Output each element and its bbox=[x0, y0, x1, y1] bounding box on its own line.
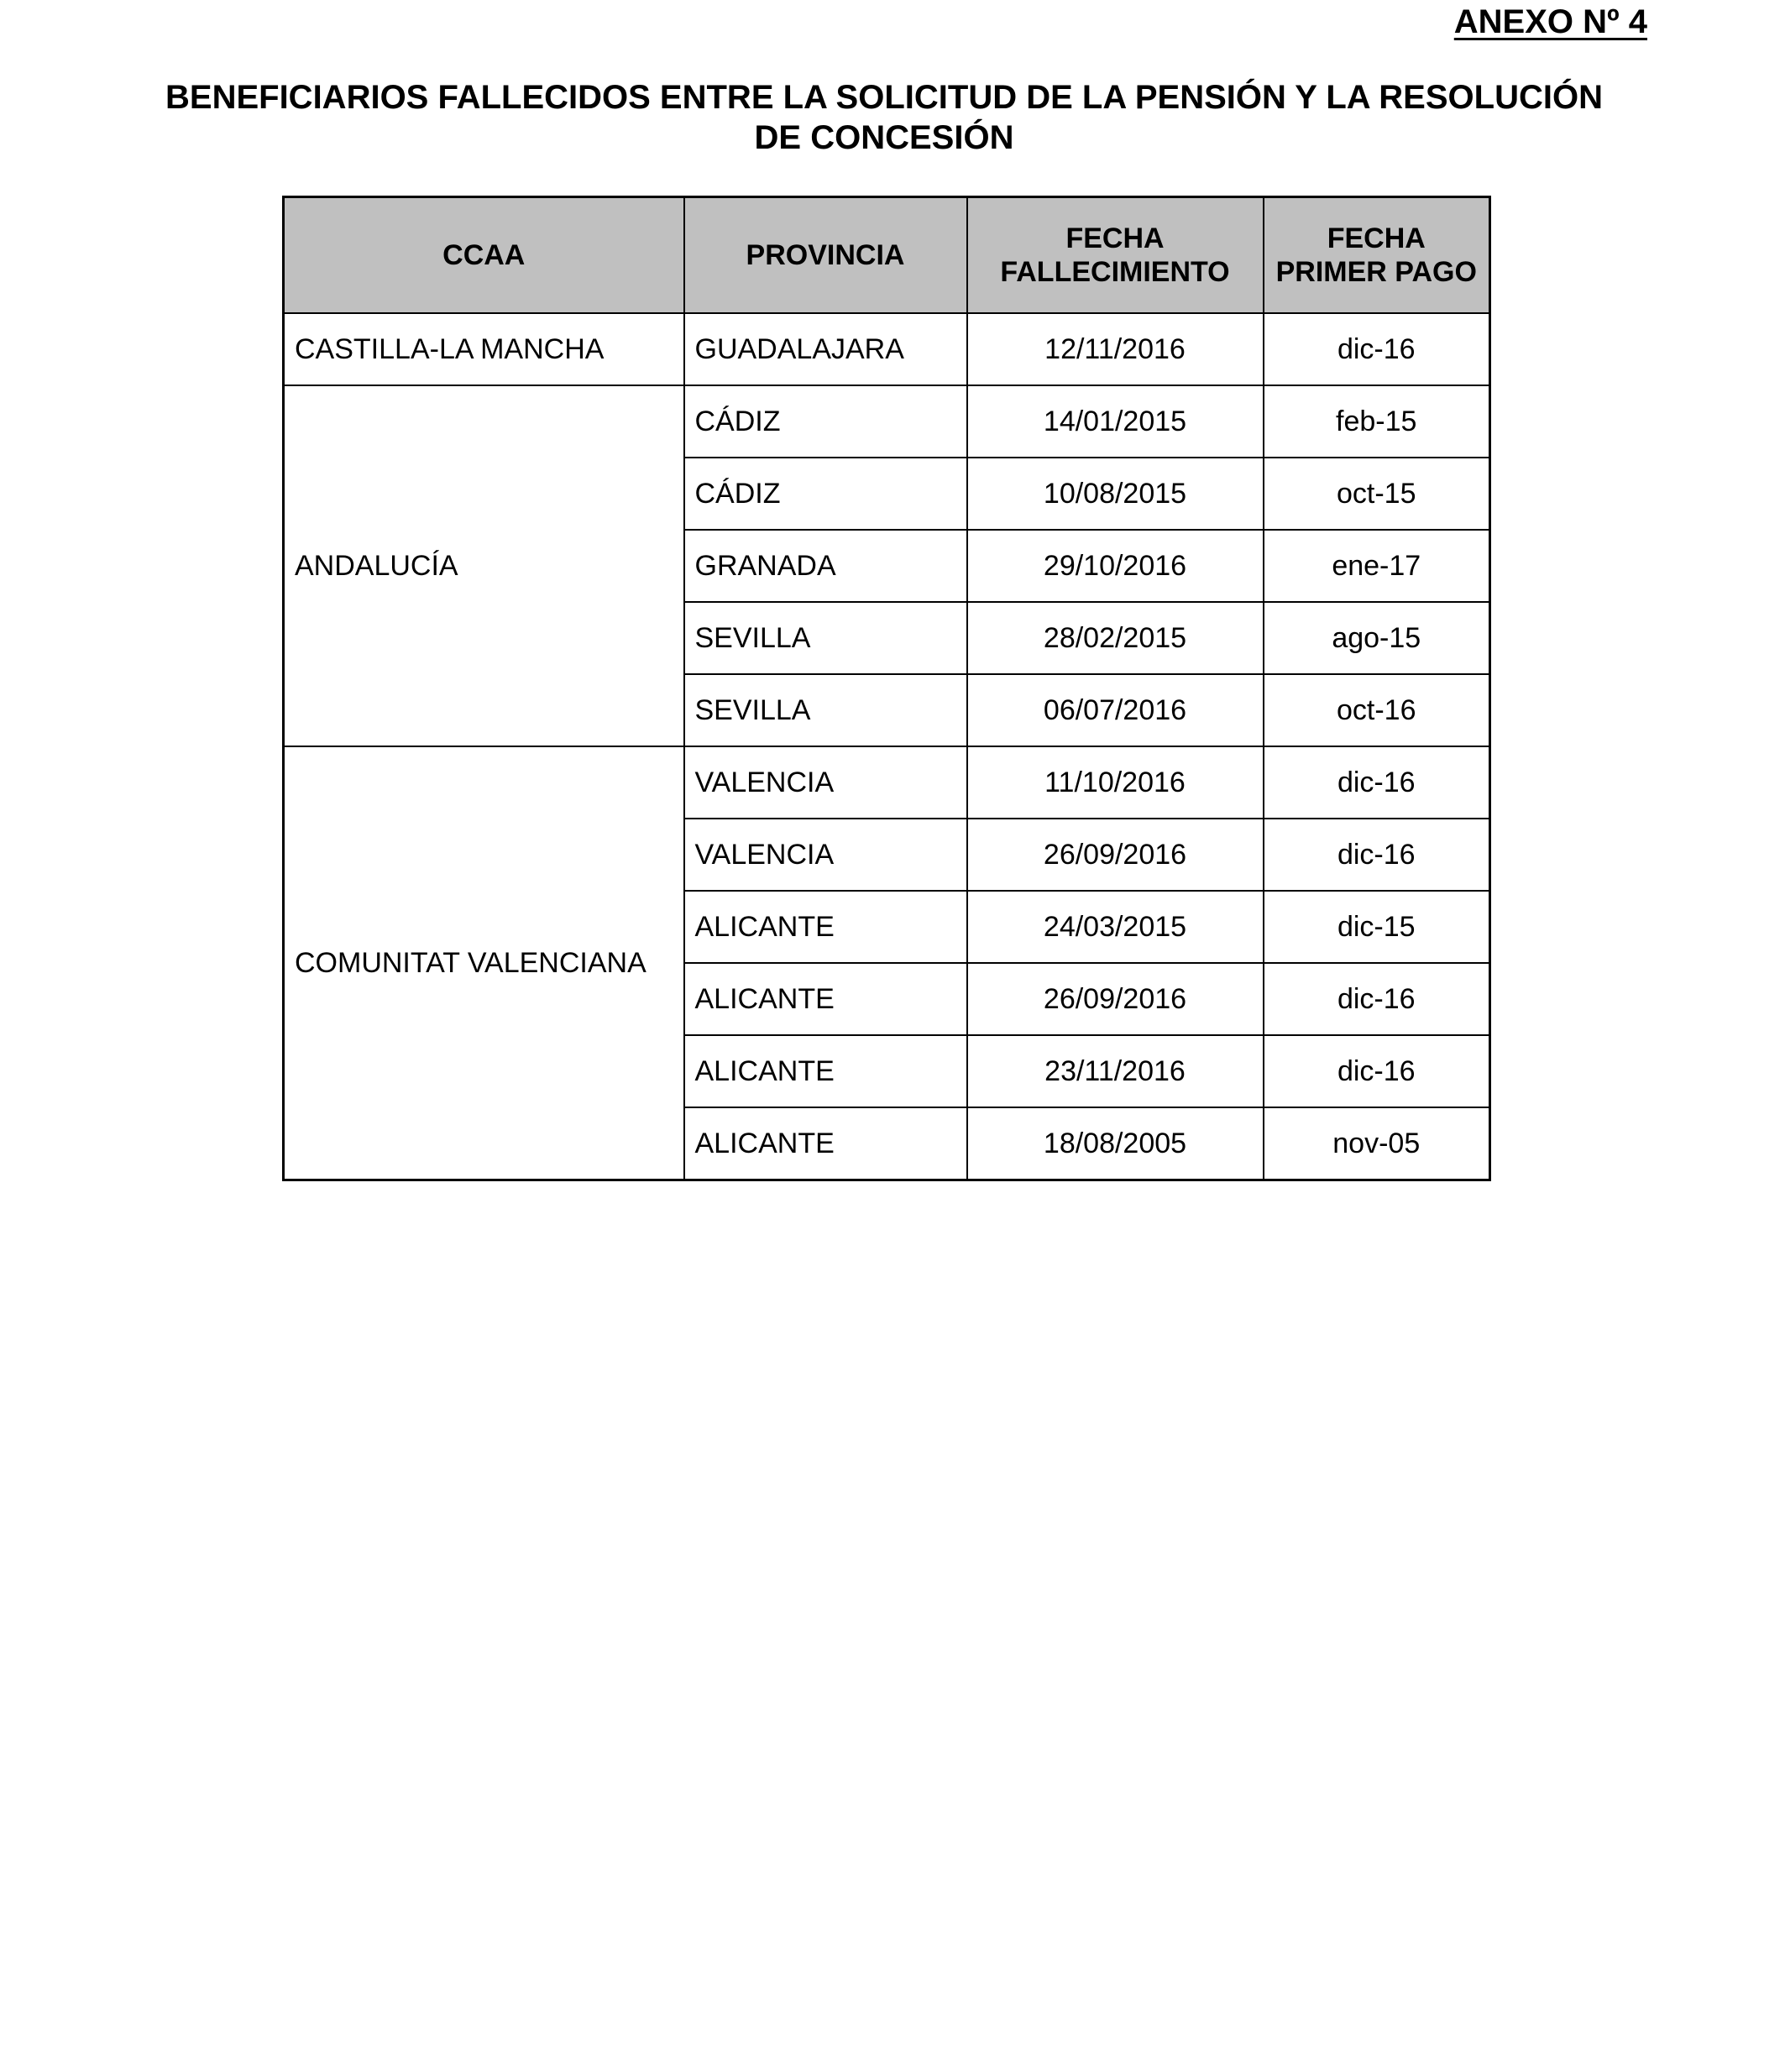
provincia-cell: VALENCIA bbox=[684, 746, 967, 819]
fecha-primer-pago-cell: dic-16 bbox=[1264, 313, 1490, 385]
header-fecha-primer-pago bbox=[1264, 197, 1490, 314]
fecha-fallecimiento-cell: 29/10/2016 bbox=[967, 530, 1264, 602]
fecha-primer-pago-cell: dic-15 bbox=[1264, 891, 1490, 963]
provincia-cell: GRANADA bbox=[684, 530, 967, 602]
provincia-cell: SEVILLA bbox=[684, 602, 967, 674]
provincia-cell: ALICANTE bbox=[684, 891, 967, 963]
table-header-row bbox=[284, 197, 1490, 314]
provincia-cell: SEVILLA bbox=[684, 674, 967, 746]
header-fecha-primer-pago-line-2: PRIMER PAGO bbox=[1275, 256, 1477, 288]
fecha-primer-pago-cell: feb-15 bbox=[1264, 385, 1490, 458]
fecha-fallecimiento-cell: 06/07/2016 bbox=[967, 674, 1264, 746]
header-fecha-fallecimiento-line-2: FALLECIMIENTO bbox=[1000, 256, 1230, 288]
ccaa-cell: CASTILLA-LA MANCHA bbox=[284, 313, 684, 385]
provincia-cell: VALENCIA bbox=[684, 819, 967, 891]
table-row bbox=[284, 385, 1490, 458]
fecha-fallecimiento-cell: 24/03/2015 bbox=[967, 891, 1264, 963]
header-provincia: PROVINCIA bbox=[684, 197, 967, 314]
ccaa-cell: ANDALUCÍA bbox=[284, 385, 684, 746]
fecha-fallecimiento-cell: 28/02/2015 bbox=[967, 602, 1264, 674]
fecha-fallecimiento-cell: 10/08/2015 bbox=[967, 458, 1264, 530]
header-fecha-fallecimiento bbox=[967, 197, 1264, 314]
document-title bbox=[84, 77, 1684, 158]
fecha-fallecimiento-cell: 26/09/2016 bbox=[967, 963, 1264, 1035]
provincia-cell: ALICANTE bbox=[684, 1035, 967, 1107]
header-ccaa: CCAA bbox=[284, 197, 684, 314]
provincia-cell: ALICANTE bbox=[684, 963, 967, 1035]
fecha-primer-pago-cell: oct-16 bbox=[1264, 674, 1490, 746]
ccaa-cell: COMUNITAT VALENCIANA bbox=[284, 746, 684, 1180]
table-row bbox=[284, 313, 1490, 385]
provincia-cell: CÁDIZ bbox=[684, 385, 967, 458]
provincia-cell: ALICANTE bbox=[684, 1107, 967, 1180]
title-line-1: BENEFICIARIOS FALLECIDOS ENTRE LA SOLICITUD DE LA PENSIÓN Y LA RESOLUCIÓN bbox=[165, 79, 1603, 116]
provincia-cell: CÁDIZ bbox=[684, 458, 967, 530]
fecha-primer-pago-cell: oct-15 bbox=[1264, 458, 1490, 530]
fecha-fallecimiento-cell: 12/11/2016 bbox=[967, 313, 1264, 385]
fecha-primer-pago-cell: nov-05 bbox=[1264, 1107, 1490, 1180]
annex-label: ANEXO Nº 4 bbox=[1453, 3, 1647, 40]
fecha-primer-pago-cell: dic-16 bbox=[1264, 819, 1490, 891]
fecha-fallecimiento-cell: 11/10/2016 bbox=[967, 746, 1264, 819]
beneficiaries-table bbox=[282, 196, 1491, 1181]
fecha-fallecimiento-cell: 18/08/2005 bbox=[967, 1107, 1264, 1180]
header-fecha-primer-pago-line-1: FECHA bbox=[1327, 222, 1426, 254]
fecha-primer-pago-cell: ago-15 bbox=[1264, 602, 1490, 674]
fecha-primer-pago-cell: dic-16 bbox=[1264, 1035, 1490, 1107]
table-row bbox=[284, 746, 1490, 819]
header-fecha-fallecimiento-line-1: FECHA bbox=[1065, 222, 1165, 254]
fecha-fallecimiento-cell: 14/01/2015 bbox=[967, 385, 1264, 458]
fecha-primer-pago-cell: ene-17 bbox=[1264, 530, 1490, 602]
title-line-2: DE CONCESIÓN bbox=[754, 119, 1014, 156]
fecha-fallecimiento-cell: 23/11/2016 bbox=[967, 1035, 1264, 1107]
fecha-primer-pago-cell: dic-16 bbox=[1264, 746, 1490, 819]
fecha-fallecimiento-cell: 26/09/2016 bbox=[967, 819, 1264, 891]
provincia-cell: GUADALAJARA bbox=[684, 313, 967, 385]
fecha-primer-pago-cell: dic-16 bbox=[1264, 963, 1490, 1035]
